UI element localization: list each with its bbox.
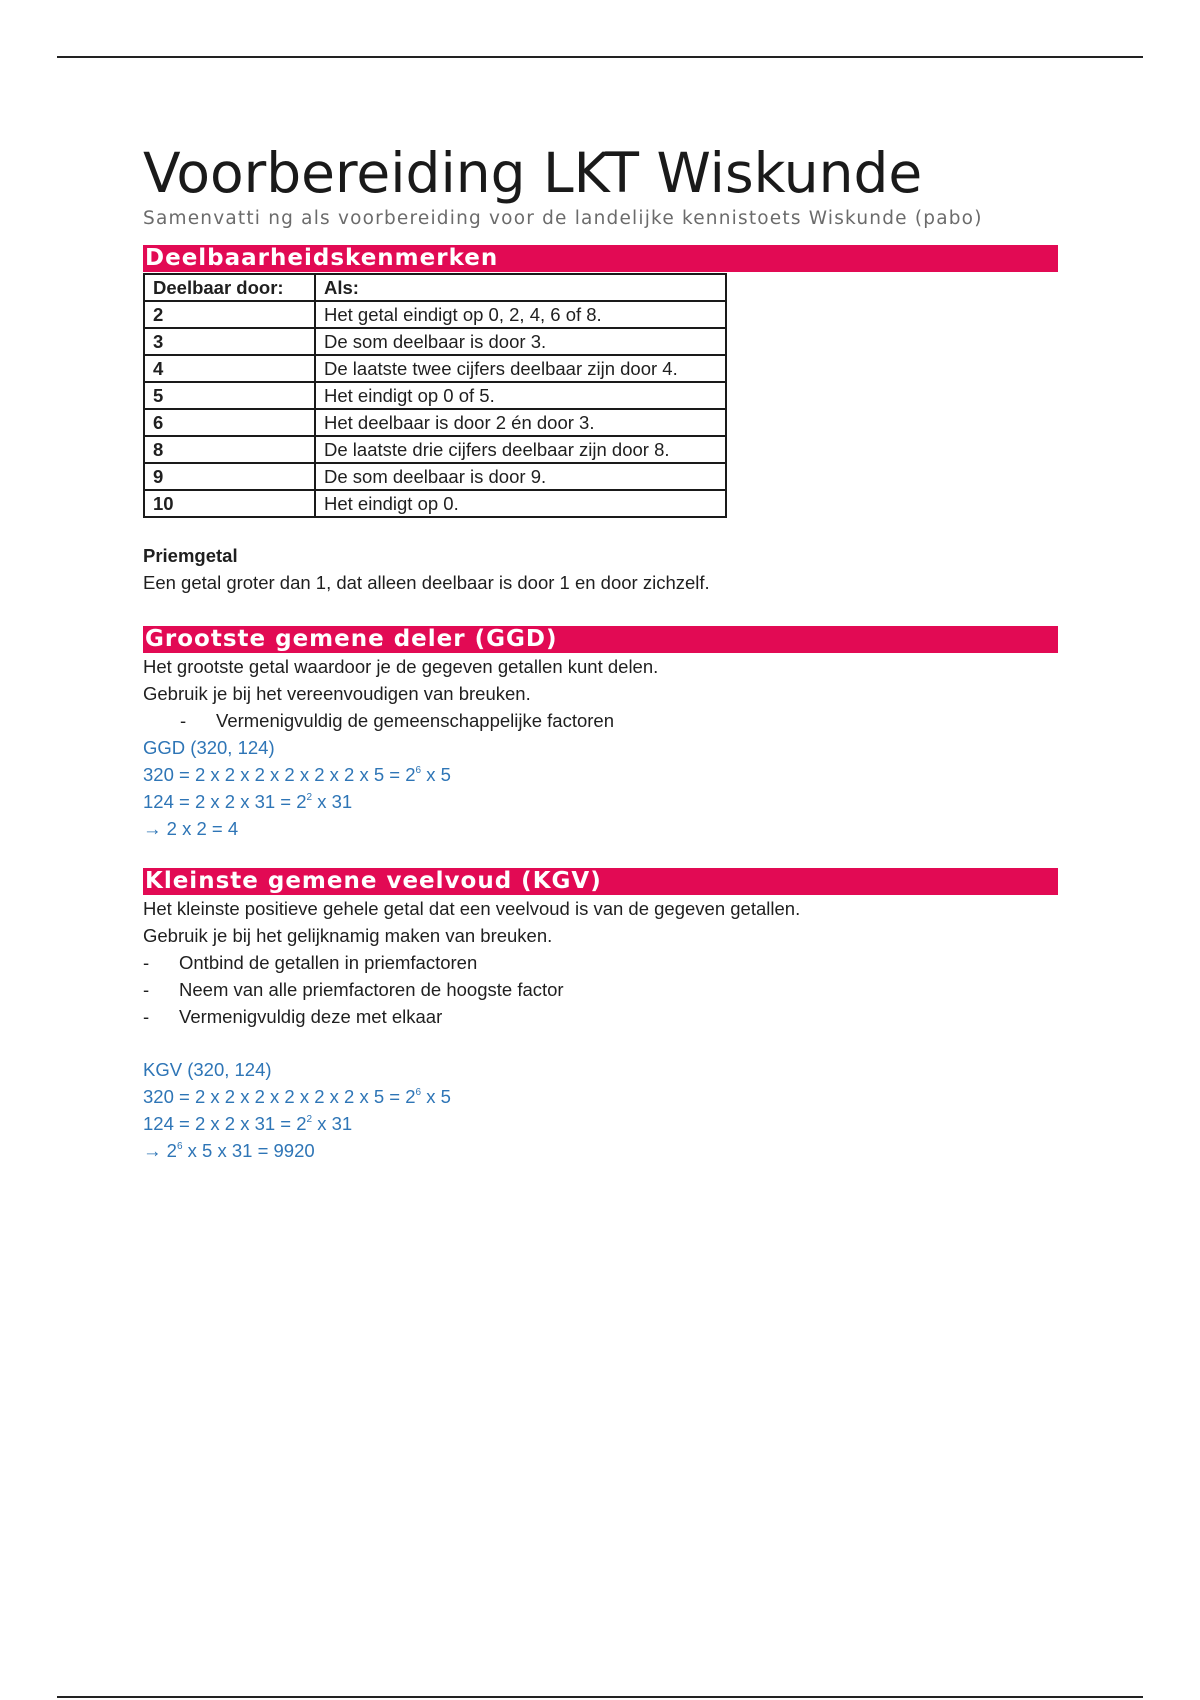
table-header-condition: Als: [315, 274, 726, 301]
bottom-rule [57, 1696, 1143, 1698]
table-row [144, 490, 726, 517]
ggd-example-line-320: 320 = 2 x 2 x 2 x 2 x 2 x 2 x $5 = 2^6$ x 5 [143, 764, 451, 785]
bullet-dash: - [180, 710, 187, 731]
table-cell-condition: Het eindigt op 0 of 5. [315, 382, 726, 409]
table-cell-divisor: 6 [144, 409, 315, 436]
kgv-example-label: KGV (320, 124) [143, 1059, 272, 1080]
ggd-example-line-124: 124 = 2 x 2 x $31 = 2^2$ x 31 [143, 791, 353, 812]
section-divisibility [143, 245, 1058, 596]
table-header-row [144, 274, 726, 301]
bullet-dash: - [143, 1006, 150, 1027]
section-heading-kgv: Kleinste gemene veelvoud (KGV) [143, 868, 1058, 895]
ggd-example [143, 734, 1058, 842]
table-cell-divisor: 10 [144, 490, 315, 517]
bullet-dash: - [143, 952, 150, 973]
list-item-text: Neem van alle priemfactoren de hoogste factor [179, 979, 564, 1000]
table-cell-divisor: 8 [144, 436, 315, 463]
section-ggd [143, 626, 1058, 842]
table-cell-condition: Het eindigt op 0. [315, 490, 726, 517]
top-rule [57, 56, 1143, 58]
table-cell-condition: De som deelbaar is door 3. [315, 328, 726, 355]
section-heading-divisibility: Deelbaarheidskenmerken [143, 245, 1058, 272]
kgv-definition: Het kleinste positieve gehele getal dat een veelvoud is van de gegeven getallen. [143, 898, 801, 919]
list-item-text: Vermenigvuldig deze met elkaar [179, 1006, 443, 1027]
table-row [144, 328, 726, 355]
document-body [143, 140, 1058, 1164]
kgv-example [143, 1056, 1058, 1164]
ggd-example-result: → 2 x 2 = 4 [143, 818, 239, 839]
list-item [143, 707, 1058, 734]
document-title: Voorbereiding LKT Wiskunde [143, 141, 923, 205]
list-item [143, 976, 1058, 1003]
bullet-dash: - [143, 979, 150, 1000]
ggd-example-label: GGD (320, 124) [143, 737, 275, 758]
list-item [143, 1003, 1058, 1030]
table-row [144, 382, 726, 409]
ggd-definition: Het grootste getal waardoor je de gegeven getallen kunt delen. [143, 656, 659, 677]
prime-title: Priemgetal [143, 545, 238, 566]
list-item-text: Vermenigvuldig de gemeenschappelijke factoren [216, 710, 615, 731]
table-cell-condition: De som deelbaar is door 9. [315, 463, 726, 490]
kgv-example-result: → $2^6$ x 5 x 31 = 9920 [143, 1140, 315, 1161]
list-item [143, 949, 1058, 976]
kgv-example-line-124: 124 = 2 x 2 x $31 = 2^2$ x 31 [143, 1113, 353, 1134]
table-cell-divisor: 3 [144, 328, 315, 355]
document-subtitle: Samenvatti ng als voorbereiding voor de landelijke kennistoets Wiskunde (pabo) [143, 208, 983, 229]
table-row [144, 436, 726, 463]
kgv-usage: Gebruik je bij het gelijknamig maken van breuken. [143, 925, 553, 946]
list-item-text: Ontbind de getallen in priemfactoren [179, 952, 478, 973]
table-row [144, 301, 726, 328]
table-row [144, 463, 726, 490]
table-cell-condition: Het deelbaar is door 2 én door 3. [315, 409, 726, 436]
table-cell-condition: Het getal eindigt op 0, 2, 4, 6 of 8. [315, 301, 726, 328]
prime-definition: Een getal groter dan 1, dat alleen deelbaar is door 1 en door zichzelf. [143, 572, 710, 593]
table-cell-divisor: 2 [144, 301, 315, 328]
table-cell-divisor: 9 [144, 463, 315, 490]
divisibility-table [143, 273, 727, 518]
table-cell-divisor: 5 [144, 382, 315, 409]
table-cell-divisor: 4 [144, 355, 315, 382]
ggd-usage: Gebruik je bij het vereenvoudigen van breuken. [143, 683, 531, 704]
table-cell-condition: De laatste drie cijfers deelbaar zijn door 8. [315, 436, 726, 463]
table-cell-condition: De laatste twee cijfers deelbaar zijn door 4. [315, 355, 726, 382]
table-header-divisor: Deelbaar door: [144, 274, 315, 301]
table-row [144, 355, 726, 382]
section-kgv [143, 868, 1058, 1164]
kgv-example-line-320: 320 = 2 x 2 x 2 x 2 x 2 x 2 x $5 = 2^6$ x 5 [143, 1086, 451, 1107]
table-row [144, 409, 726, 436]
section-heading-ggd: Grootste gemene deler (GGD) [143, 626, 1058, 653]
